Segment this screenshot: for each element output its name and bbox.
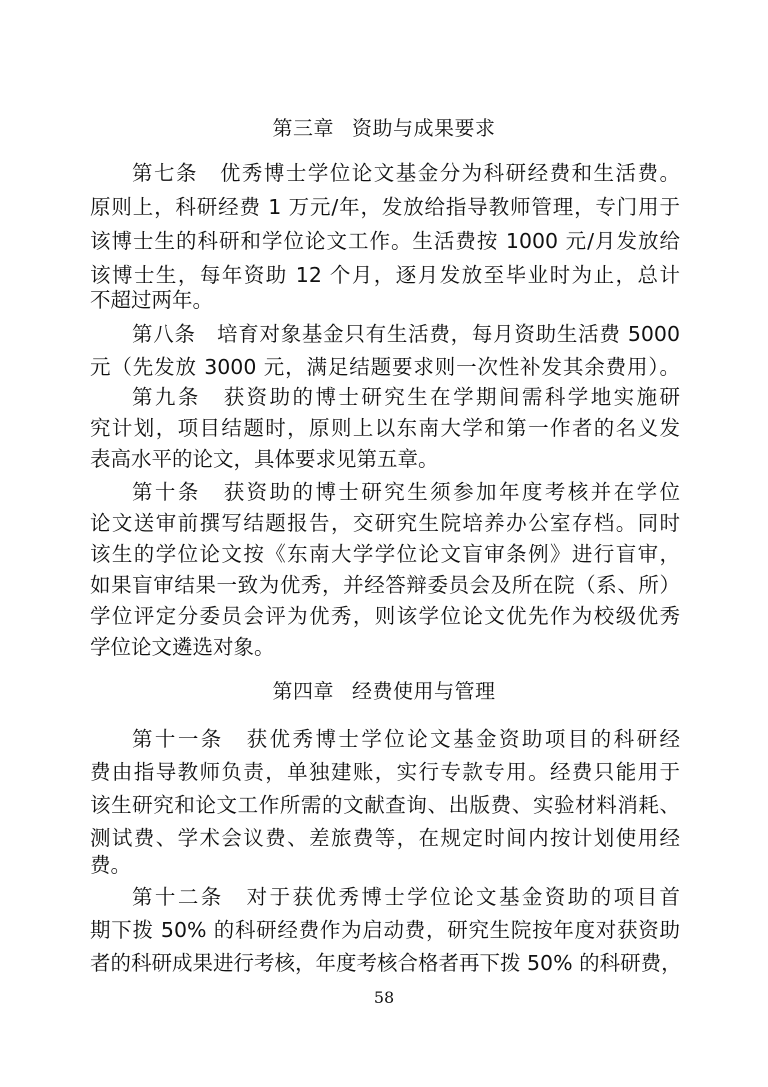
article-10-line-3: 该生的学位论文按《东南大学学位论文盲审条例》进行盲审， <box>90 542 680 566</box>
article-7-line-3: 该博士生的科研和学位论文工作。生活费按 1000 元/月发放给 <box>90 229 680 253</box>
article-12-line-1: 第十二条 对于获优秀博士学位论文基金资助的项目首 <box>132 885 680 909</box>
article-10-line-4: 如果盲审结果一致为优秀，并经答辩委员会及所在院（系、所） <box>90 573 680 597</box>
article-9-line-1: 第九条 获资助的博士研究生在学期间需科学地实施研 <box>132 385 680 409</box>
article-11-line-1: 第十一条 获优秀博士学位论文基金资助项目的科研经 <box>132 727 680 751</box>
article-10-line-5: 学位评定分委员会评为优秀，则该学位论文优先作为校级优秀 <box>90 604 680 628</box>
article-11-line-2: 费由指导教师负责，单独建账，实行专款专用。经费只能用于 <box>90 760 680 784</box>
chapter-4-title: 经费使用与管理 <box>352 679 496 703</box>
article-11-line-3: 该生研究和论文工作所需的文献查询、出版费、实验材料消耗、 <box>90 793 680 817</box>
chapter-3-title: 资助与成果要求 <box>352 116 496 140</box>
article-10-line-1: 第十条 获资助的博士研究生须参加年度考核并在学位 <box>132 480 680 504</box>
article-8-line-1: 第八条 培育对象基金只有生活费，每月资助生活费 5000 <box>132 322 680 346</box>
chapter-3-heading <box>0 111 768 145</box>
article-9-line-3: 表高水平的论文，具体要求见第五章。 <box>90 447 439 471</box>
article-7-line-2: 原则上，科研经费 1 万元/年，发放给指导教师管理，专门用于 <box>90 195 680 219</box>
chapter-3-number: 第三章 <box>272 116 334 140</box>
article-7-line-1: 第七条 优秀博士学位论文基金分为科研经费和生活费。 <box>132 161 680 185</box>
article-7-line-5: 不超过两年。 <box>90 288 213 312</box>
article-10-line-6: 学位论文遴选对象。 <box>90 635 275 659</box>
article-12-line-2: 期下拨 50% 的科研经费作为启动费，研究生院按年度对获资助 <box>90 918 680 942</box>
article-8-line-2: 元（先发放 3000 元，满足结题要求则一次性补发其余费用）。 <box>90 355 680 379</box>
article-10-line-2: 论文送审前撰写结题报告，交研究生院培养办公室存档。同时 <box>90 511 680 535</box>
article-11-line-5: 费。 <box>90 853 131 877</box>
page-number: 58 <box>373 988 395 1007</box>
article-11-line-4: 测试费、学术会议费、差旅费等，在规定时间内按计划使用经 <box>90 826 680 850</box>
article-9-line-2: 究计划，项目结题时，原则上以东南大学和第一作者的名义发 <box>90 416 680 440</box>
chapter-4-number: 第四章 <box>272 679 334 703</box>
article-12-line-3: 者的科研成果进行考核，年度考核合格者再下拨 50% 的科研费， <box>90 951 682 975</box>
chapter-4-heading <box>0 674 768 708</box>
article-7-line-4: 该博士生，每年资助 12 个月，逐月发放至毕业时为止，总计 <box>90 263 680 287</box>
